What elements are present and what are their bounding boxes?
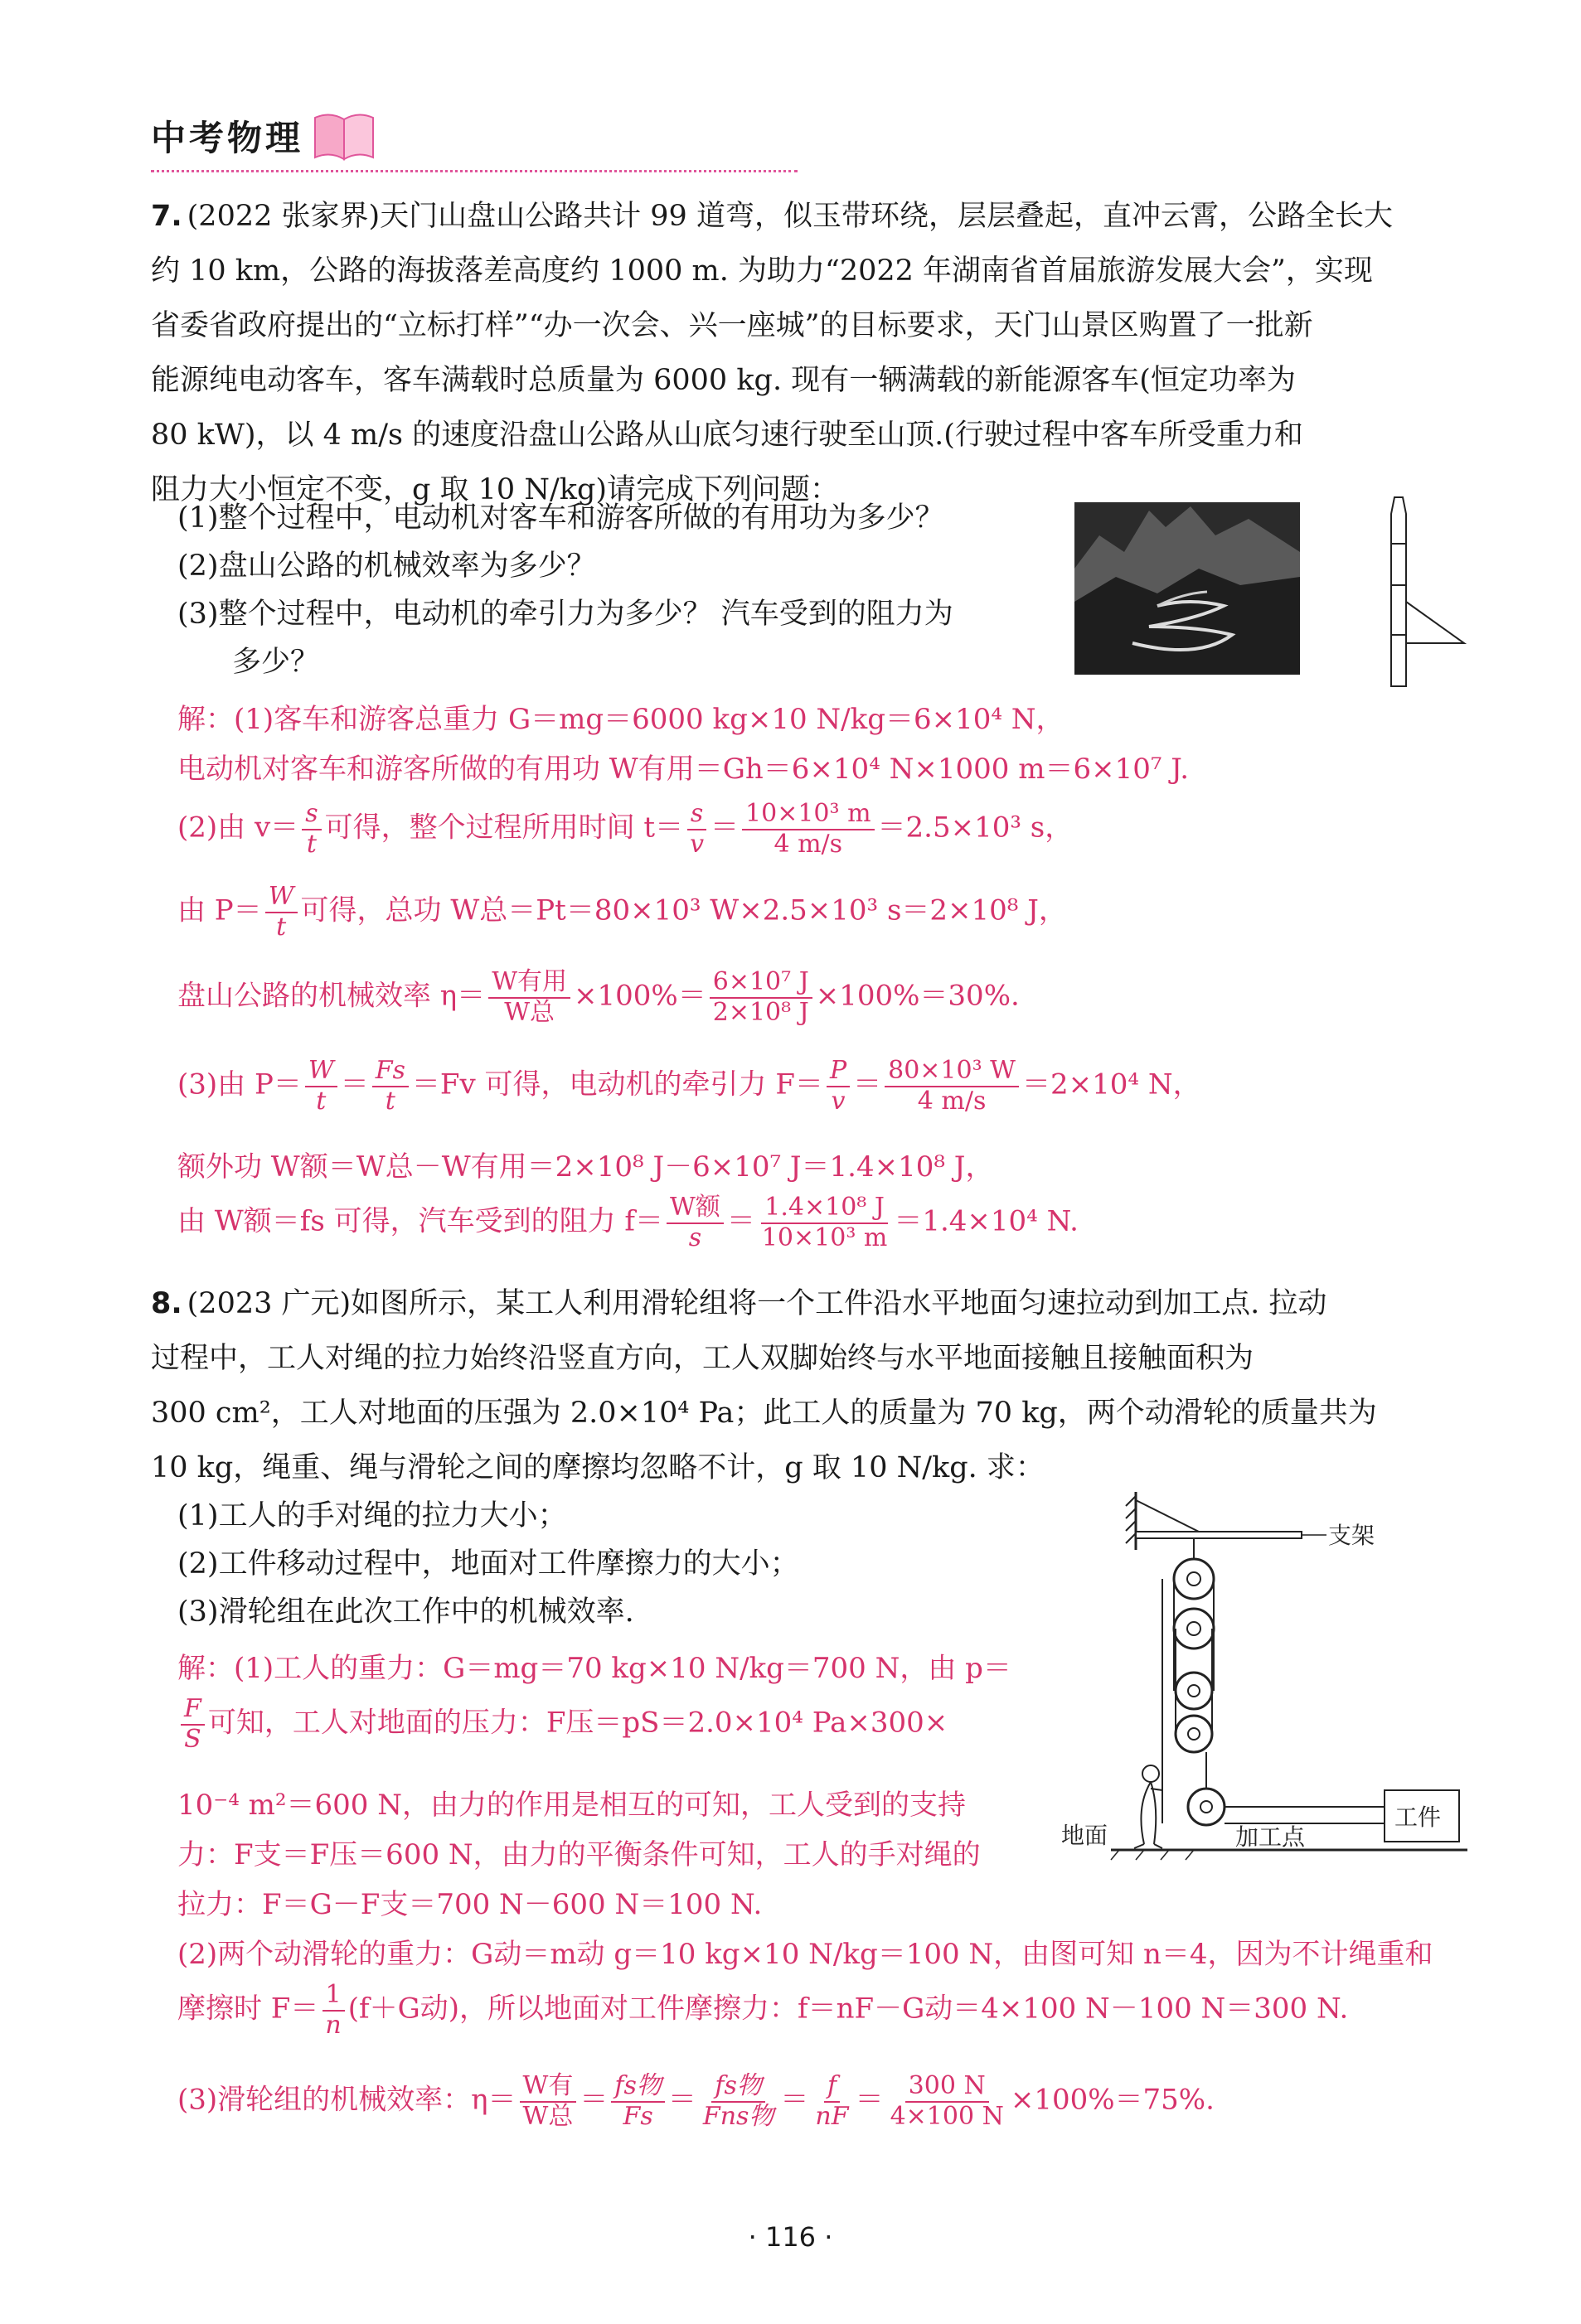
q7-sub-1: (1)整个过程中，电动机对客车和游客所做的有用功为多少？ bbox=[177, 501, 944, 535]
stem-line: 省委省政府提出的“立标打样”“办一次会、兴一座城”的目标要求，天门山景区购置了一批新 bbox=[151, 309, 1313, 342]
q7-solution-line: 电动机对客车和游客所做的有用功 W有用＝Gh＝6×10⁴ N×1000 m＝6×10⁷ J. bbox=[177, 753, 1190, 786]
page-number: · 116 · bbox=[748, 2221, 833, 2253]
q8-solution-line: (3)滑轮组的机械效率：η＝ $\frac{\text{W有}}{\text{W总}}$ ＝ $\frac{\text{fs物}}{Fs}$ ＝ $\frac{\text{fs物}}{\text{Fns物}}$ ＝ $\frac{f}{nF}$ ＝ $\frac{300 N}{4\times 100 N}$ ×100%＝75%. bbox=[177, 2071, 1215, 2131]
book-icon bbox=[312, 109, 376, 162]
q8-sub-2: (2)工件移动过程中，地面对工件摩擦力的大小； bbox=[177, 1547, 799, 1581]
q8-solution-line: $\frac{F}{S}$ 可知，工人对地面的压力：F压＝pS＝2.0×10⁴ Pa×300× bbox=[177, 1695, 948, 1754]
stem-line: 10 kg，绳重、绳与滑轮之间的摩擦均忽略不计，g 取 10 N/kg. 求： bbox=[151, 1451, 1045, 1484]
header-title: 中考物理 bbox=[151, 118, 304, 158]
pulley-system-diagram bbox=[1061, 1475, 1476, 1881]
stem-line: 80 kW)，以 4 m/s 的速度沿盘山公路从山底匀速行驶至山顶.(行驶过程中客车所受重力和 bbox=[151, 419, 1303, 452]
header-divider bbox=[151, 170, 798, 172]
ground-label: 地面 bbox=[1061, 1822, 1108, 1849]
stem-line: 能源纯电动客车，客车满载时总质量为 6000 kg. 现有一辆满载的新能源客车(恒定功率为 bbox=[151, 364, 1296, 397]
q8-solution-line: 摩擦时 F＝ $\frac{1}{n}$ (f＋G动)，所以地面对工件摩擦力：f＝nF－G动＝4×100 N－100 N＝300 N. bbox=[177, 1980, 1349, 2040]
q8-solution-line: 拉力：F＝G－F支＝700 N－600 N＝100 N. bbox=[177, 1888, 763, 1921]
workpiece-label: 工件 bbox=[1394, 1804, 1442, 1831]
q7-solution-line: 盘山公路的机械效率 η＝ $\frac{\text{W有用}}{\text{W总}}$ ×100%＝ $\frac{\text{6×10⁷ J}}{\text{2×10⁸ J}}$ ×100%＝30%. bbox=[177, 967, 1020, 1027]
question-7-stem bbox=[151, 189, 1461, 517]
stem-line: 阻力大小恒定不变，g 取 10 N/kg)请完成下列问题： bbox=[151, 473, 840, 506]
page-header bbox=[151, 109, 376, 162]
incline-diagram bbox=[1385, 494, 1476, 693]
q8-sub-3: (3)滑轮组在此次工作中的机械效率. bbox=[177, 1595, 634, 1629]
stem-line: 过程中，工人对绳的拉力始终沿竖直方向，工人双脚始终与水平地面接触且接触面积为 bbox=[151, 1342, 1254, 1375]
q7-solution-line: (2)由 v＝ $\frac{s}{t}$ 可得，整个过程所用时间 t＝ $\frac{s}{v}$ ＝ $\frac{\text{10×10³ m}}{4 m/s}$ ＝2.5×10³ s， bbox=[177, 799, 1074, 859]
q7-solution-line: (3)由 P＝ $\frac{W}{t}$ ＝ $\frac{Fs}{t}$ ＝Fv 可得，电动机的牵引力 F＝ $\frac{P}{v}$ ＝ $\frac{\text{80×10³ W}}{4 m/s}$ ＝2×10⁴ N， bbox=[177, 1056, 1201, 1116]
q8-solution-line: 解：(1)工人的重力：G＝mg＝70 kg×10 N/kg＝700 N，由 p＝ bbox=[177, 1652, 1011, 1685]
q7-solution-line: 解：(1)客车和游客总重力 G＝mg＝6000 kg×10 N/kg＝6×10⁴ N， bbox=[177, 703, 1065, 736]
q7-sub-3-cont: 多少？ bbox=[232, 646, 320, 679]
processing-point-label: 加工点 bbox=[1235, 1823, 1306, 1851]
q7-sub-3: (3)整个过程中，电动机的牵引力为多少？ 汽车受到的阻力为 bbox=[177, 598, 953, 631]
stem-line: (2022 张家界)天门山盘山公路共计 99 道弯，似玉带环绕，层层叠起，直冲云霄，公路全长大 bbox=[187, 200, 1393, 233]
q7-solution-line: 由 W额＝fs 可得，汽车受到的阻力 f＝ $\frac{\text{W额}}{s}$ ＝ $\frac{\text{1.4×10⁸ J}}{\text{10×10³ m}}$ ＝1.4×10⁴ N. bbox=[177, 1193, 1079, 1252]
q7-solution-line: 由 P＝ $\frac{W}{t}$ 可得，总功 W总＝Pt＝80×10³ W×2.5×10³ s＝2×10⁸ J， bbox=[177, 882, 1067, 942]
q8-solution-line: 力：F支＝F压＝600 N，由力的平衡条件可知，工人的手对绳的 bbox=[177, 1838, 981, 1871]
stem-line: (2023 广元)如图所示，某工人利用滑轮组将一个工件沿水平地面匀速拉动到加工点. 拉动 bbox=[187, 1287, 1327, 1320]
mountain-road-photo bbox=[1074, 502, 1300, 675]
bracket-label: 支架 bbox=[1328, 1522, 1375, 1549]
q8-sub-1: (1)工人的手对绳的拉力大小； bbox=[177, 1499, 567, 1532]
stem-line: 约 10 km，公路的海拔落差高度约 1000 m. 为助力“2022 年湖南省首届旅游发展大会”，实现 bbox=[151, 254, 1373, 288]
question-number: 8. bbox=[151, 1287, 182, 1320]
q7-solution-line: 额外功 W额＝W总－W有用＝2×10⁸ J－6×10⁷ J＝1.4×10⁸ J， bbox=[177, 1150, 994, 1184]
stem-line: 300 cm²，工人对地面的压强为 2.0×10⁴ Pa；此工人的质量为 70 kg，两个动滑轮的质量共为 bbox=[151, 1397, 1377, 1430]
q8-solution-line: (2)两个动滑轮的重力：G动＝m动 g＝10 kg×10 N/kg＝100 N，由图可知 n＝4，因为不计绳重和 bbox=[177, 1938, 1433, 1971]
question-8-stem bbox=[151, 1276, 1461, 1495]
q8-solution-line: 10⁻⁴ m²＝600 N，由力的作用是相互的可知，工人受到的支持 bbox=[177, 1789, 966, 1822]
q7-sub-2: (2)盘山公路的机械效率为多少？ bbox=[177, 550, 596, 583]
question-number: 7. bbox=[151, 200, 182, 233]
